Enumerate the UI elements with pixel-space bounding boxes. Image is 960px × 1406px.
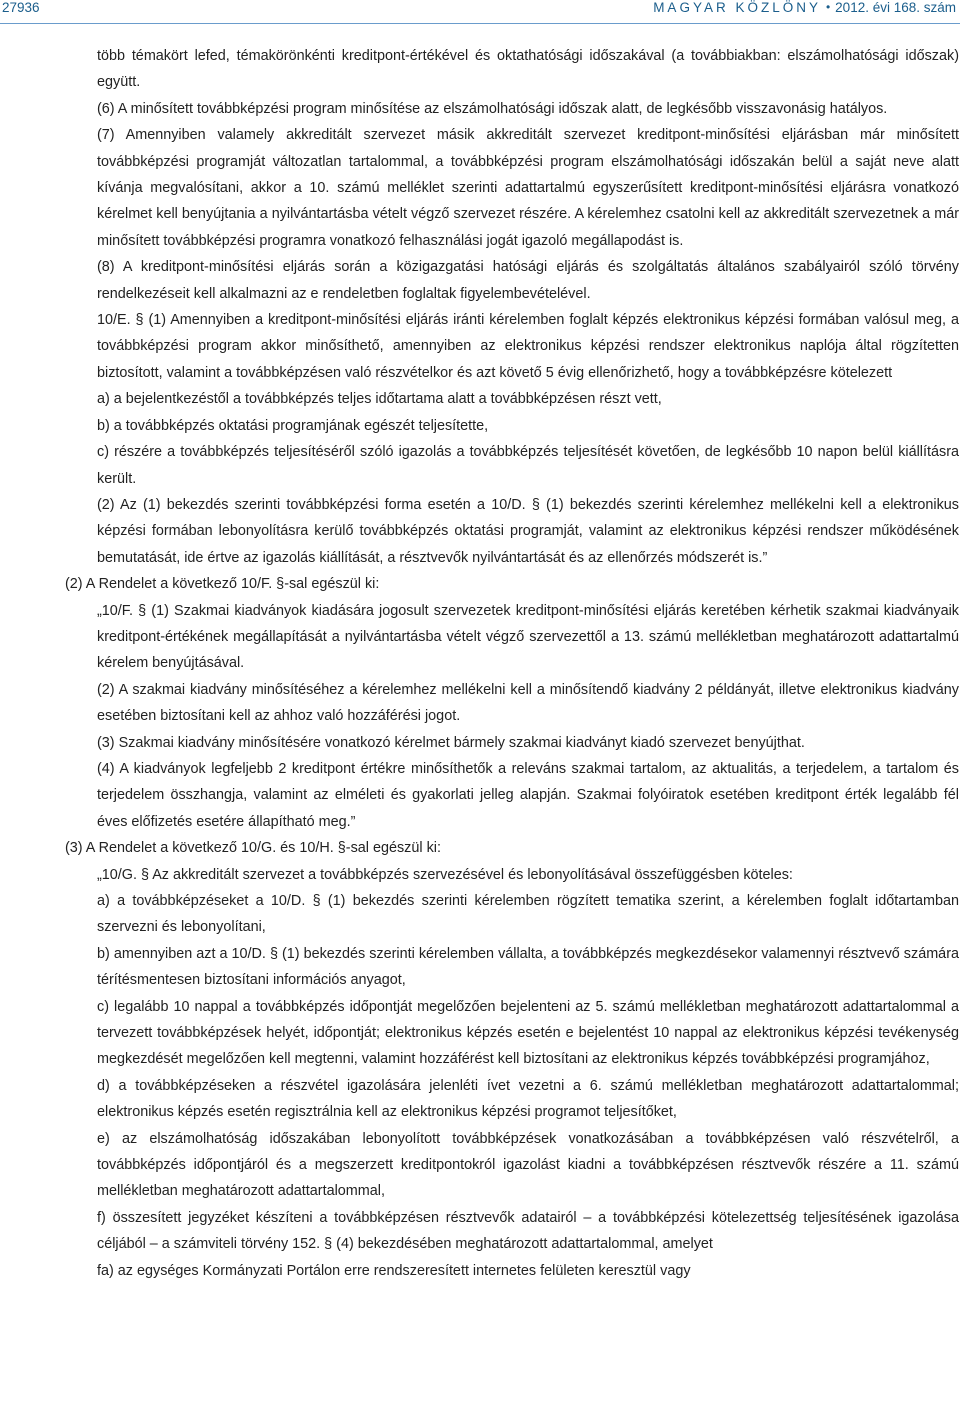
page-number: 27936 bbox=[2, 0, 40, 15]
amendment-point: (3) A Rendelet a következő 10/G. és 10/H. §-sal egészül ki: bbox=[65, 840, 441, 857]
paragraph: (7) Amennyiben valamely akkreditált szervezet másik akkreditált szervezet kreditpont-minősítési eljárásban már minősített továbbképzési programját változatlan tartalommal, a továbbképzési program elszámolhatósági időszakán belül a saját neve alatt kívánja megvalósítani, akkor a 10. számú melléklet szerinti adattartalmú egyszerűsített kreditpont-minősítési eljárásra vonatkozó kérelmet kell benyújtania a nyilvántartásba vételt végző szervezet részére. A kérelemhez csatolni kell az akkreditált szervezetnek a már minősített továbbképzési programra vonatkozó felhasználási jogát igazoló megállapodást is. bbox=[97, 127, 959, 249]
list-item: f) összesített jegyzéket készíteni a továbbképzésen résztvevők adatairól – a továbbképzési kötelezettség teljesítésének igazolása céljából – a számviteli törvény 152. § (4) bekezdésében meghatározott adattartalommal, amelyet bbox=[97, 1209, 959, 1253]
list-item: fa) az egységes Kormányzati Portálon erre rendszeresített internetes felületen keresztül vagy bbox=[97, 1262, 691, 1279]
header-divider bbox=[0, 23, 960, 24]
list-item: c) legalább 10 nappal a továbbképzés időpontját megelőzően bejelenteni az 5. számú mellékletban meghatározott adattartalommal a tervezett továbbképzések helyét, időpontját; elektronikus képzés esetén e bejelentést 10 nappal az elektronikus képzési tevékenység megkezdését megelőzően kell megtenni, valamint hozzáférést kell biztosítani az elektronikus képzés továbbképzési programjához, bbox=[97, 998, 959, 1068]
list-item: b) amennyiben azt a 10/D. § (1) bekezdés szerinti kérelemben vállalta, a továbbképzés megkezdésekor valamennyi résztvevő számára térítésmentesen biztosítani információs anyagot, bbox=[97, 945, 959, 989]
bullet-separator: • bbox=[825, 0, 831, 14]
paragraph: (6) A minősített továbbképzési program minősítése az elszámolhatósági időszak alatt, de legkésőbb visszavonásig hatályos. bbox=[97, 100, 888, 117]
paragraph: (2) A szakmai kiadvány minősítéséhez a kérelemhez mellékelni kell a minősítendő kiadvány 2 példányát, illetve elektronikus kiadvány esetében biztosítani kell az ahhoz való hozzáférési jogot. bbox=[97, 681, 959, 725]
amendment-point: (2) A Rendelet a következő 10/F. §-sal egészül ki: bbox=[65, 576, 380, 593]
paragraph: (4) A kiadványok legfeljebb 2 kreditpont értékre minősíthetők a releváns szakmai tartalom, az aktualitás, a terjedelem, a tartalom és terjedelem összhangja, valamint az elméleti és gyakorlati jelleg alapján. Szakmai folyóiratok esetében kreditpont érték legalább fél éves előfizetés esetére állapítható meg.” bbox=[97, 760, 959, 830]
paragraph: (3) Szakmai kiadvány minősítésére vonatkozó kérelmet bármely szakmai kiadványt kiadó szervezet benyújthat. bbox=[97, 734, 805, 751]
paragraph: (2) Az (1) bekezdés szerinti továbbképzési forma esetén a 10/D. § (1) bekezdés szerinti kérelemhez mellékelni kell a elektronikus képzési formában lebonyolításra kerülő továbbképzés oktatási programját, valamint az elektronikus képzési rendszer működésének bemutatását, ide értve az igazolás kiállítását, a résztvevők nyilvántartását és az ellenőrzés módszerét is.” bbox=[97, 496, 959, 566]
journal-title bbox=[653, 0, 956, 15]
paragraph: „10/G. § Az akkreditált szervezet a továbbképzés szervezésével és lebonyolításával összefüggésben köteles: bbox=[97, 866, 793, 883]
list-item: d) a továbbképzéseken a részvétel igazolására jelenléti ívet vezetni a 6. számú mellékletban meghatározott adattartalommal; elektronikus képzés esetén regisztrálnia kell az elektronikus képzési programot teljesítőket, bbox=[97, 1077, 959, 1121]
paragraph: (8) A kreditpont-minősítési eljárás során a közigazgatási hatósági eljárás és szolgáltatás általános szabályairól szóló törvény rendelkezéseit kell alkalmazni az e rendeletben foglaltak figyelembevételével. bbox=[97, 259, 959, 302]
paragraph: 10/E. § (1) Amennyiben a kreditpont-minősítési eljárás iránti kérelemben foglalt képzés elektronikus képzési formában valósul meg, a továbbképzési program akkor minősíthető, amennyiben az elektronikus képzési rendszer elektronikus naplója által rögzítetten biztosított, valamint a továbbképzésen való részvételkor és azt követő 5 évig ellenőrizhető, hogy a továbbképzésre kötelezett bbox=[97, 312, 959, 381]
list-item: a) a továbbképzéseket a 10/D. § (1) bekezdés szerinti kérelemben rögzített tematika szerint, a kérelemben foglalt időtartamban szervezni és lebonyolítani, bbox=[97, 893, 959, 936]
list-item: c) részére a továbbképzés teljesítéséről szóló igazolás a továbbképzés teljesítését követően, de legkésőbb 10 napon belül kiállításra került. bbox=[97, 444, 959, 487]
issue-label: 2012. évi 168. szám bbox=[835, 0, 956, 15]
list-item: e) az elszámolhatóság időszakában lebonyolított továbbképzések vonatkozásában a továbbképzésen való részvételről, a továbbképzés időpontjáról és a megszerzett kreditpontokról igazolást kiadni a továbbképzésen résztvevők részére a 11. számú mellékletban meghatározott adattartalommal, bbox=[97, 1130, 959, 1200]
document-body bbox=[0, 43, 960, 1284]
journal-name: MAGYAR KÖZLÖNY bbox=[653, 0, 821, 15]
list-item: b) a továbbképzés oktatási programjának egészét teljesítette, bbox=[97, 417, 489, 434]
paragraph: „10/F. § (1) Szakmai kiadványok kiadására jogosult szervezetek kreditpont-minősítési eljárás keretében kérhetik szakmai kiadványaik kreditpont-értékének megállapítását a nyilvántartásba vételt végző szervezettől a 13. számú mellékletban meghatározott adattartalmú kérelem benyújtásával. bbox=[97, 602, 959, 672]
list-item: a) a bejelentkezéstől a továbbképzés teljes időtartama alatt a továbbképzésen részt vett, bbox=[97, 391, 662, 408]
paragraph: több témakört lefed, témakörönkénti kreditpont-értékével és oktathatósági időszakával (a továbbiakban: elszámolhatósági időszak) együtt. bbox=[97, 48, 959, 91]
